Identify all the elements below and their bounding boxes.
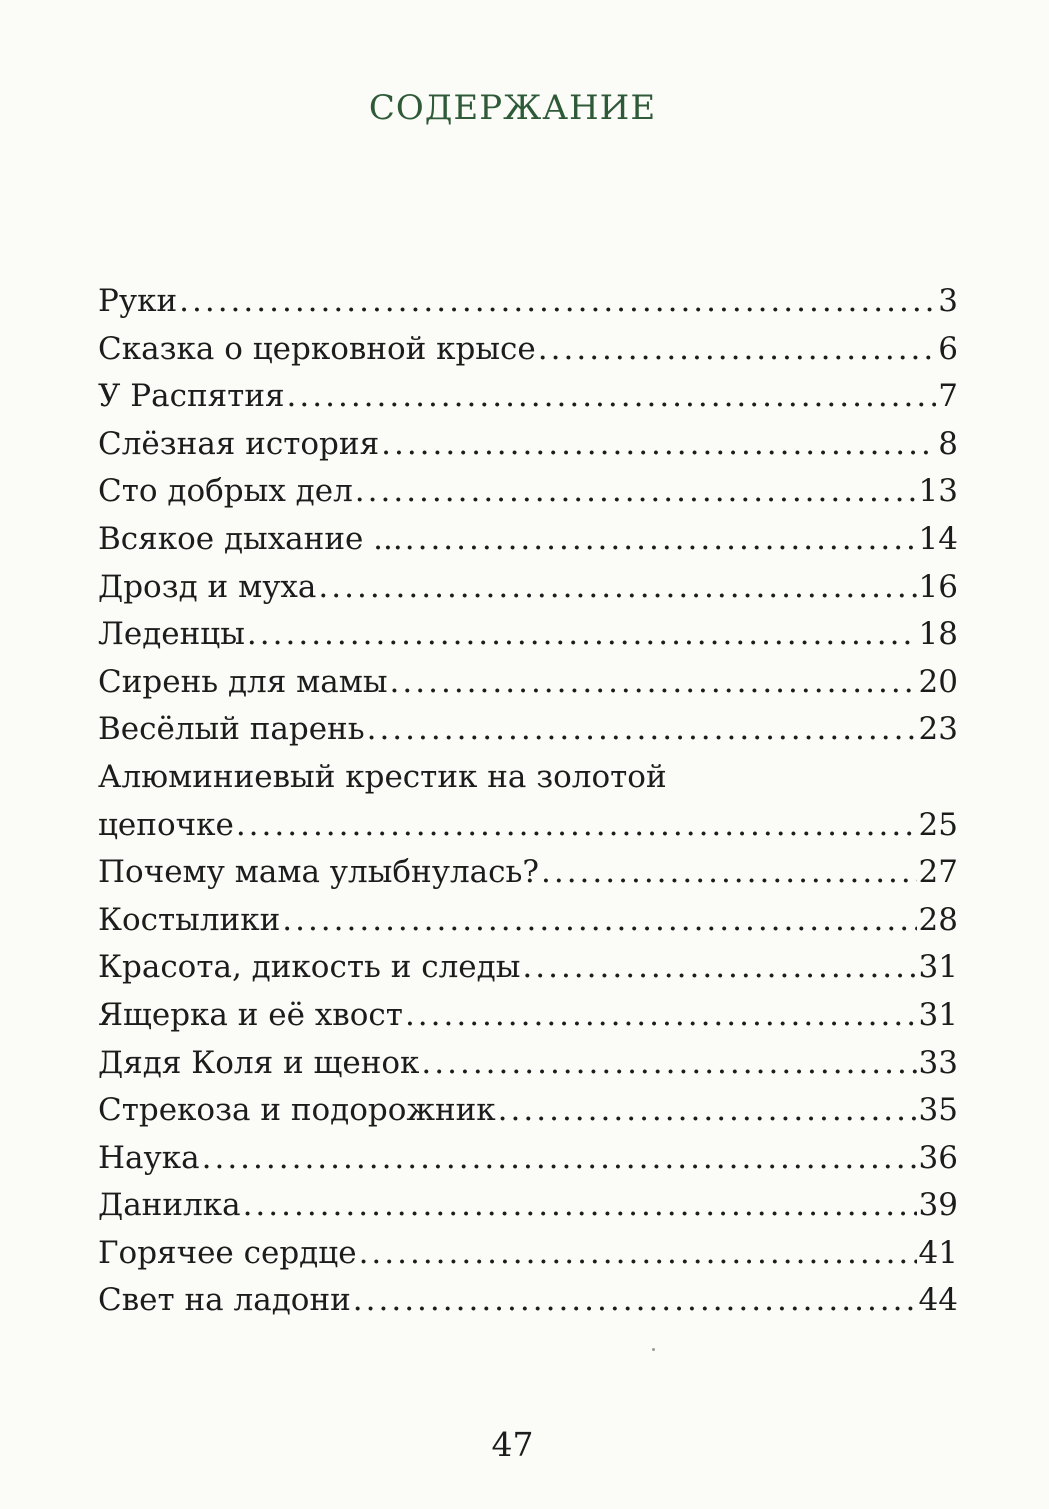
dot-leader bbox=[390, 659, 917, 707]
toc-entry-title: Слёзная история bbox=[98, 425, 380, 462]
toc-entry-title: Леденцы bbox=[98, 616, 245, 653]
toc-entry[interactable] bbox=[98, 944, 958, 992]
dot-leader bbox=[236, 802, 917, 850]
toc-entry[interactable] bbox=[98, 326, 958, 374]
toc-entry-page: 6 bbox=[938, 330, 958, 367]
dot-leader bbox=[421, 1040, 916, 1088]
dot-leader bbox=[287, 373, 937, 421]
toc-entry-page: 35 bbox=[918, 1092, 958, 1129]
dot-leader bbox=[498, 1087, 917, 1135]
dot-leader bbox=[353, 1277, 917, 1325]
toc-entry-title: Руки bbox=[98, 283, 178, 319]
dot-leader bbox=[282, 897, 916, 945]
toc-entry[interactable] bbox=[98, 516, 958, 564]
toc-entry-page: 7 bbox=[938, 378, 958, 415]
toc-entry[interactable] bbox=[98, 468, 958, 516]
dot-leader bbox=[202, 1135, 917, 1183]
toc-entry-title-continuation: цепочке bbox=[98, 806, 234, 843]
toc-entry-title: У Распятия bbox=[98, 378, 285, 415]
toc-entry-page: 31 bbox=[918, 949, 958, 986]
toc-entry-title: Дрозд и муха bbox=[98, 568, 317, 605]
toc-entry-title: Сказка о церковной крысе bbox=[98, 330, 536, 367]
toc-entry-page: 28 bbox=[918, 901, 958, 938]
toc-entry-title: Весёлый парень bbox=[98, 711, 365, 748]
toc-entry-page: 23 bbox=[918, 711, 958, 748]
toc-entry[interactable] bbox=[98, 1087, 958, 1135]
dot-leader bbox=[541, 849, 917, 897]
toc-entry-title: Костылики bbox=[98, 901, 281, 938]
toc-entry[interactable] bbox=[98, 611, 958, 659]
toc-entry-title: Горячее сердце bbox=[98, 1234, 357, 1271]
toc-entry[interactable] bbox=[98, 849, 958, 897]
toc-entry-title: Сирень для мамы bbox=[98, 663, 388, 700]
toc-entry-title: Сто добрых дел bbox=[98, 473, 353, 510]
dot-leader bbox=[243, 1182, 917, 1230]
toc-entry-page: 31 bbox=[918, 996, 958, 1033]
toc-entry-title: Дядя Коля и щенок bbox=[98, 1044, 420, 1081]
toc-entry[interactable] bbox=[98, 373, 958, 421]
toc-entry-page: 14 bbox=[918, 520, 958, 557]
toc-entry-page: 41 bbox=[918, 1234, 958, 1271]
dot-leader bbox=[367, 706, 917, 754]
toc-entry-page: 25 bbox=[918, 806, 958, 843]
toc-entry-page: 44 bbox=[918, 1282, 958, 1319]
page-number: 47 bbox=[491, 1425, 534, 1464]
toc-entry[interactable] bbox=[98, 1040, 958, 1088]
toc-entry[interactable] bbox=[98, 659, 958, 707]
toc-entry[interactable] bbox=[98, 802, 958, 850]
toc-entry-title: Всякое дыхание ... bbox=[98, 520, 403, 557]
toc-entry-page: 27 bbox=[918, 854, 958, 891]
toc-entry-title: Свет на ладони bbox=[98, 1282, 351, 1319]
toc-entry-page: 16 bbox=[918, 568, 958, 605]
toc-entry[interactable] bbox=[98, 992, 958, 1040]
toc-entry-page: 33 bbox=[918, 1044, 958, 1081]
toc-entry[interactable] bbox=[98, 278, 958, 326]
contents-title: СОДЕРЖАНИЕ bbox=[368, 88, 657, 128]
toc-entry[interactable] bbox=[98, 564, 958, 612]
toc-entry[interactable] bbox=[98, 1135, 958, 1183]
toc-entry-title: Наука bbox=[98, 1139, 200, 1176]
toc-entry[interactable] bbox=[98, 1277, 958, 1325]
paper-speck bbox=[652, 1348, 655, 1351]
toc-entry[interactable] bbox=[98, 706, 958, 754]
dot-leader bbox=[247, 611, 917, 659]
toc-entry-page: 13 bbox=[918, 473, 958, 510]
toc-entry-page: 36 bbox=[918, 1139, 958, 1176]
toc-entry[interactable] bbox=[98, 897, 958, 945]
dot-leader bbox=[355, 468, 917, 516]
toc-entry-page: 8 bbox=[938, 425, 958, 462]
dot-leader bbox=[522, 944, 916, 992]
dot-leader bbox=[405, 992, 917, 1040]
dot-leader bbox=[405, 516, 917, 564]
dot-leader bbox=[318, 564, 916, 612]
toc-entry-title: Красота, дикость и следы bbox=[98, 949, 521, 986]
toc-entry-title: Ящерка и её хвост bbox=[98, 996, 403, 1033]
dot-leader bbox=[179, 278, 936, 326]
toc-entry-page: 18 bbox=[918, 616, 958, 653]
toc-entry-first-line[interactable] bbox=[98, 754, 958, 802]
toc-entry-title: Стрекоза и подорожник bbox=[98, 1092, 496, 1129]
toc-entry[interactable] bbox=[98, 1230, 958, 1278]
table-of-contents bbox=[98, 278, 958, 1325]
toc-entry-page: 3 bbox=[938, 283, 958, 319]
dot-leader bbox=[381, 421, 936, 469]
dot-leader bbox=[538, 326, 936, 374]
toc-entry-title: Почему мама улыбнулась? bbox=[98, 854, 539, 891]
toc-entry-page: 20 bbox=[918, 663, 958, 700]
dot-leader bbox=[359, 1230, 917, 1278]
toc-entry-title: Алюминиевый крестик на золотой bbox=[98, 758, 667, 795]
toc-entry-page: 39 bbox=[918, 1187, 958, 1224]
toc-entry[interactable] bbox=[98, 1182, 958, 1230]
toc-entry-title: Данилка bbox=[98, 1187, 241, 1224]
toc-entry[interactable] bbox=[98, 421, 958, 469]
